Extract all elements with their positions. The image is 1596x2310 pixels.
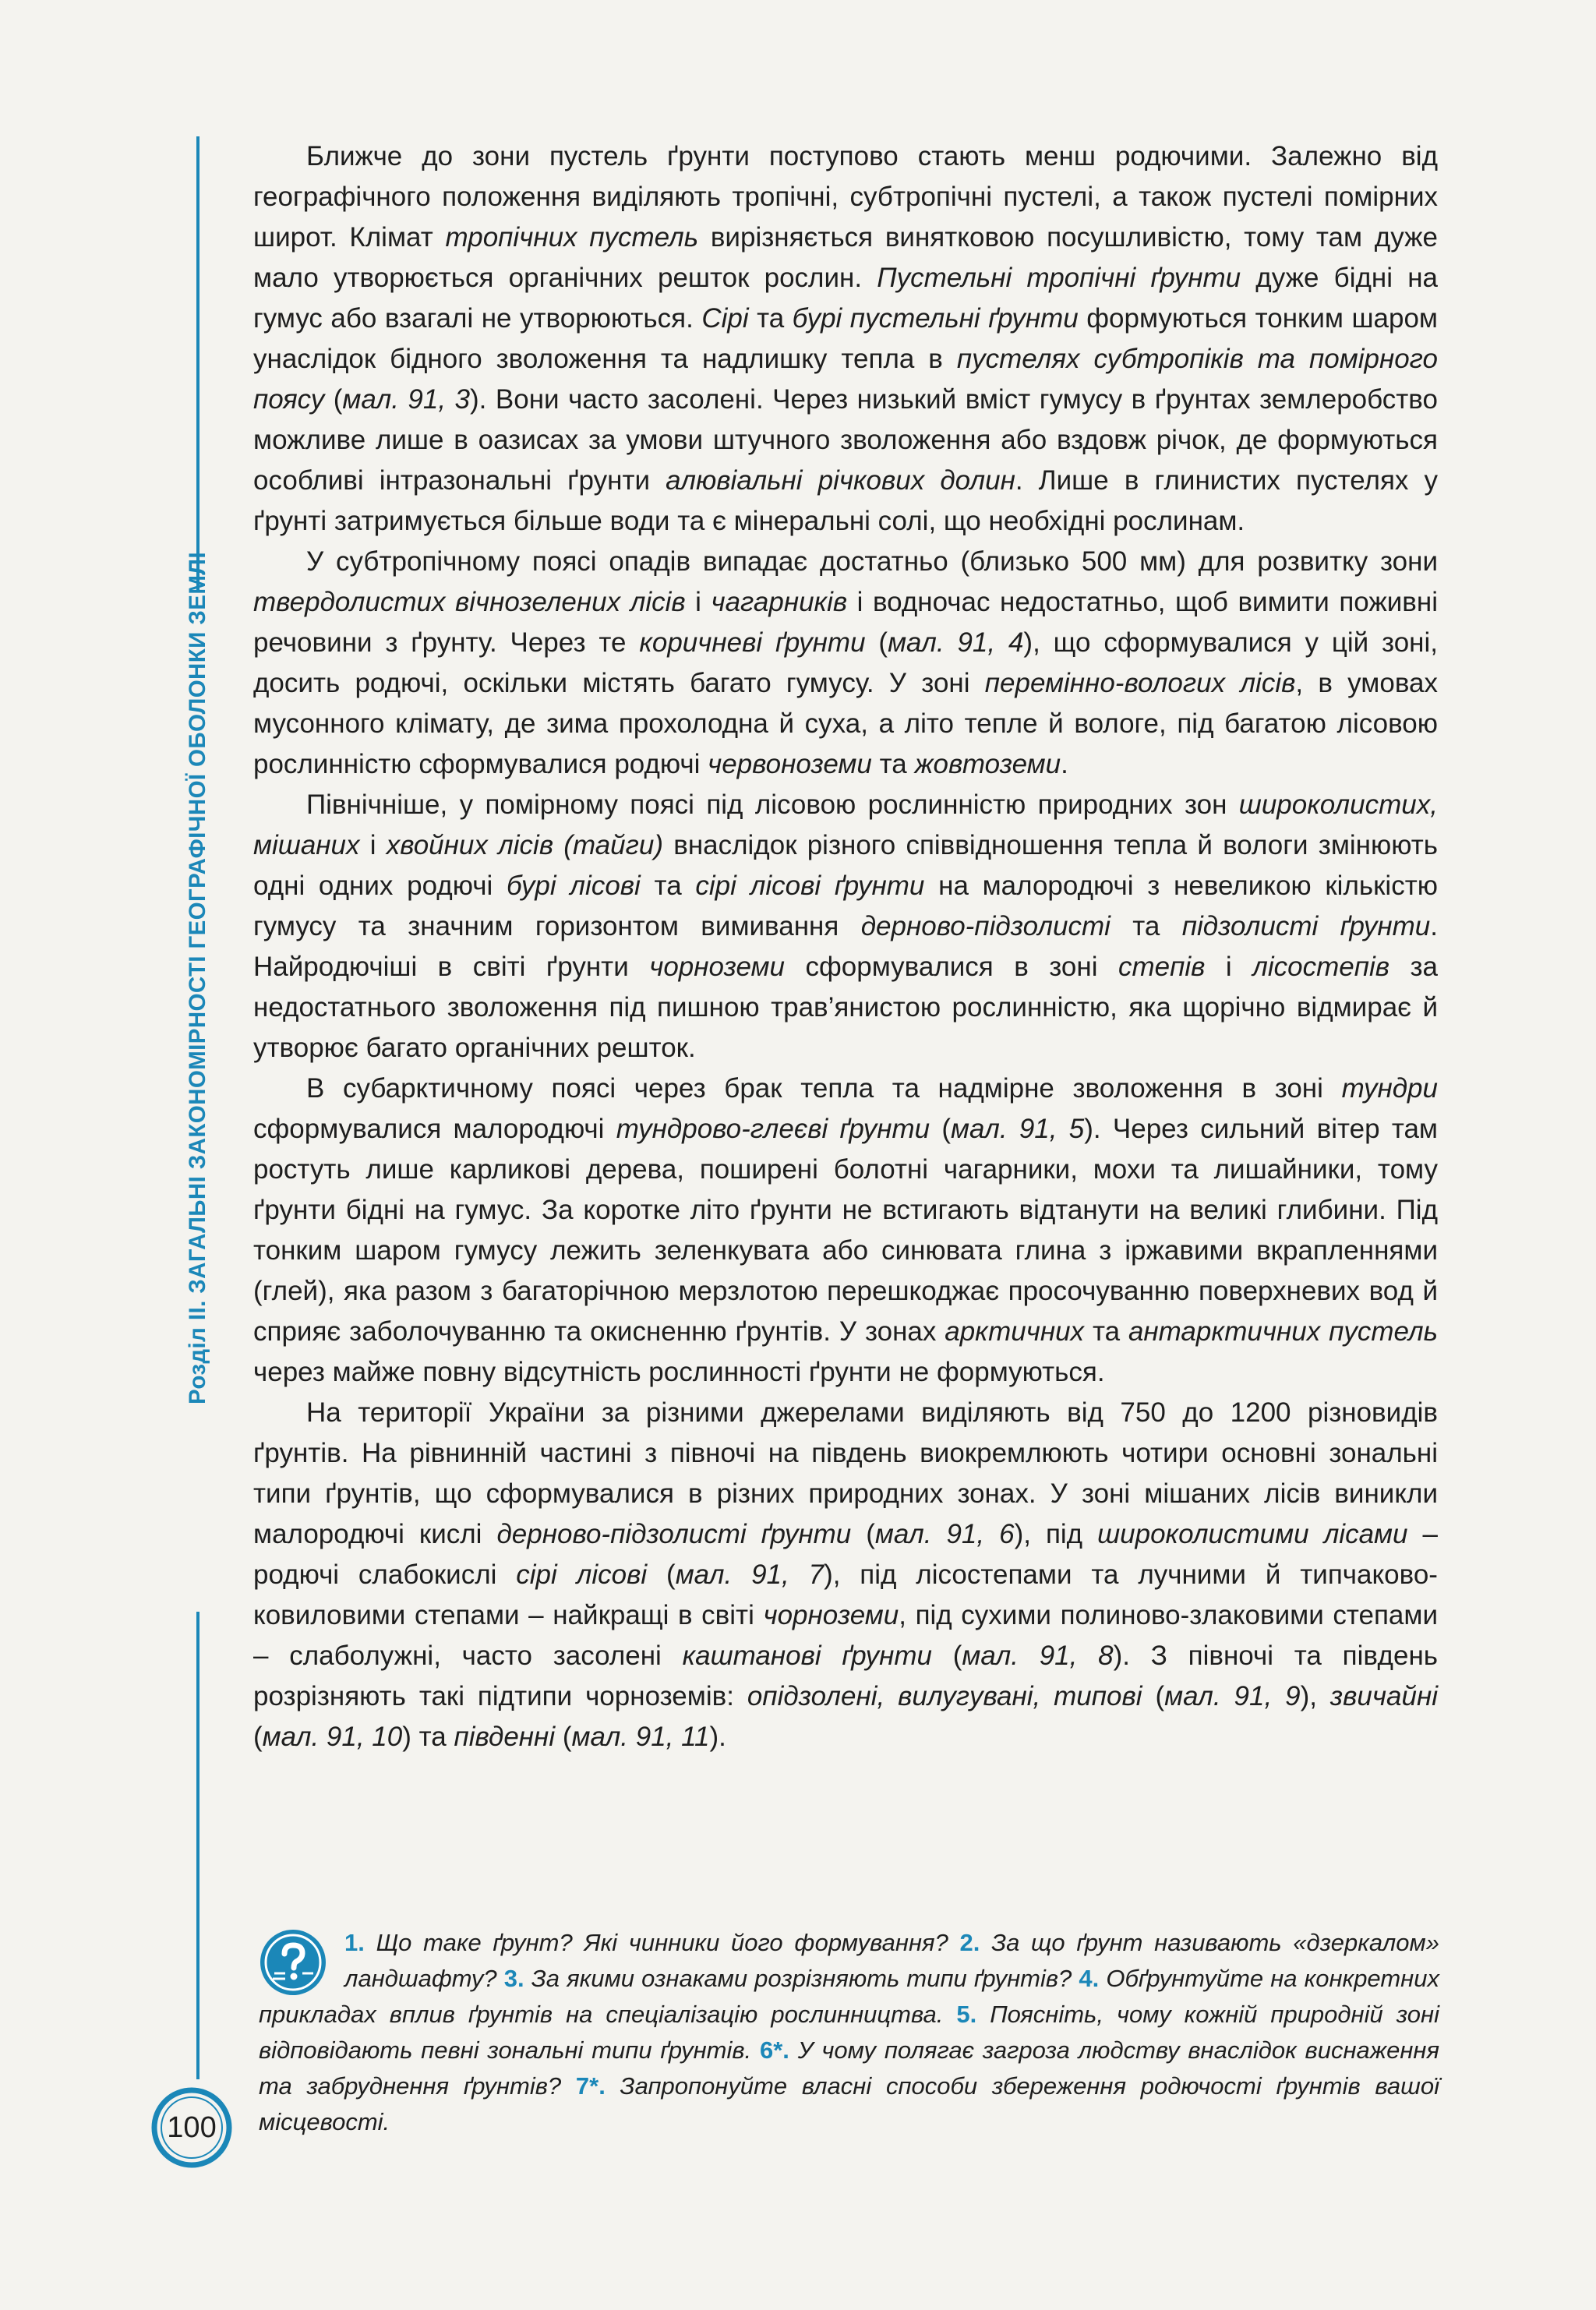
italic-term: хвойних лісів (тайги) xyxy=(386,830,664,860)
italic-term: звичайні xyxy=(1329,1681,1438,1711)
text-run: Ближче до зони пустель ґрунти поступово стають менш родючими. Залежно від географічного положення виділяють тропічні, субтропічні пустелі, а також пустелі помірних широт. Клімат xyxy=(253,141,1438,253)
italic-term: червоноземи xyxy=(708,749,872,779)
italic-term: мал. 91, 5 xyxy=(951,1114,1085,1144)
text-run: ) та xyxy=(402,1722,454,1752)
paragraph xyxy=(253,785,1438,1068)
text-run: ), під лісостепами та лучними й типчаково-ковиловими степами – найкращі в світі xyxy=(253,1559,1438,1630)
questions-list xyxy=(259,1929,1439,2135)
text-run: сформувалися в зоні xyxy=(785,952,1118,982)
italic-term: дерново-підзолисті ґрунти xyxy=(496,1519,852,1549)
italic-term: мал. 91, 10 xyxy=(262,1722,403,1752)
text-run: ( xyxy=(851,1519,875,1549)
paragraph xyxy=(253,542,1438,785)
question-number: 2. xyxy=(959,1929,980,1956)
italic-term: мал. 91, 9 xyxy=(1164,1681,1301,1711)
italic-term: сірі лісові xyxy=(516,1559,648,1590)
question-text: Поясніть, чому кожній природній зоні відповідають певні зональні типи ґрунтів. xyxy=(259,2001,1439,2064)
text-run: та xyxy=(1084,1316,1128,1347)
text-run: ( xyxy=(865,627,888,658)
italic-term: жовтоземи xyxy=(914,749,1061,779)
italic-term: мал. 91, 8 xyxy=(962,1641,1114,1671)
question-text: Що таке ґрунт? Які чинники його формування? xyxy=(376,1929,948,1956)
italic-term: чорноземи xyxy=(649,952,786,982)
italic-term: лісостепів xyxy=(1252,952,1390,982)
italic-term: коричневі ґрунти xyxy=(639,627,866,658)
text-run: ), xyxy=(1300,1681,1330,1711)
text-run: і xyxy=(359,830,387,860)
italic-term: бурі лісові xyxy=(506,871,641,901)
italic-term: тундрово-глеєві ґрунти xyxy=(616,1114,930,1144)
section-title: Розділ ІІ. ЗАГАЛЬНІ ЗАКОНОМІРНОСТІ ГЕОГРАФІЧНОЇ ОБОЛОНКИ ЗЕМЛІ xyxy=(185,551,210,1405)
main-text xyxy=(253,136,1438,1757)
paragraph xyxy=(253,1393,1438,1757)
italic-term: пустелях субтропіків та помірного поясу xyxy=(253,344,1439,415)
italic-term: Пустельні тропічні ґрунти xyxy=(877,263,1241,293)
sidebar-line-bottom xyxy=(196,1612,200,2079)
italic-term: антарктичних пустель xyxy=(1128,1316,1438,1347)
text-run: ). З півночі та південь розрізняють такі підтипи чорноземів: xyxy=(253,1641,1439,1711)
text-run: за недостатнього зволоження під пишною трав’янистою рослинністю, яка щорічно відмирає й утворює багато органічних решток. xyxy=(253,952,1438,1063)
question-number: 4. xyxy=(1079,1965,1100,1992)
text-run: ( xyxy=(1142,1681,1165,1711)
text-run: дуже бідні на гумус або взагалі не утворюються. xyxy=(253,263,1438,334)
italic-term: бурі пустельні ґрунти xyxy=(792,303,1079,334)
italic-term: дерново-підзолисті xyxy=(860,911,1110,941)
question-text: За якими ознаками розрізняють типи ґрунтів? xyxy=(531,1965,1072,1992)
question-text: За що ґрунт називають «дзеркалом» ландшафту? xyxy=(344,1929,1439,1992)
text-run: ). xyxy=(709,1722,726,1752)
italic-term: каштанові ґрунти xyxy=(682,1641,932,1671)
text-run: ( xyxy=(931,1641,962,1671)
text-run: У субтропічному поясі опадів випадає достатньо (близько 500 мм) для розвитку зони xyxy=(306,546,1438,577)
text-run: – родючі слабокислі xyxy=(253,1519,1438,1590)
italic-term: перемінно-вологих лісів xyxy=(984,668,1296,698)
text-run: ( xyxy=(930,1114,952,1144)
italic-term: тропічних пустель xyxy=(445,222,699,253)
text-run: . Лише в глинистих пустелях у ґрунті затримується більше води та є мінеральні солі, що необхідні рослинам. xyxy=(253,465,1438,536)
italic-term: широколистими лісами xyxy=(1097,1519,1408,1549)
question-number: 5. xyxy=(956,2001,977,2028)
question-number: 3. xyxy=(503,1965,524,1992)
italic-term: підзолисті ґрунти xyxy=(1181,911,1431,941)
text-run: формуються тонким шаром унаслідок бідного зволоження та надлишку тепла в xyxy=(253,303,1438,374)
text-run: ( xyxy=(253,1722,263,1752)
text-run: ( xyxy=(324,384,343,415)
text-run: ), під xyxy=(1014,1519,1098,1549)
italic-term: опідзолені, вилугувані, типові xyxy=(747,1681,1142,1711)
question-icon xyxy=(259,1928,327,1997)
text-run: та xyxy=(1110,911,1182,941)
text-run: і xyxy=(1205,952,1253,982)
text-run: на малородючі з невеликою кількістю гумусу та значним горизонтом вимивання xyxy=(253,871,1438,941)
text-run: ). Вони часто засолені. Через низький вміст гумусу в ґрунтах землеробство можливе лише в оазисах за умови штучного зволоження або вздовж річок, де формуються особливі інтразональні ґрунти xyxy=(253,384,1438,496)
text-run: ), що сформувалися у цій зоні, досить родючі, оскільки містять багато гумусу. У зоні xyxy=(253,627,1439,698)
text-run: ). Через сильний вітер там ростуть лише карликові дерева, поширені болотні чагарники, мохи та лишайники, тому ґрунти бідні на гумус. За коротке літо ґрунти не встигають відтанути на великі глибини. Під тонким шаром гумусу лежить зеленкувата або синювата глина з іржавими вкрапленнями (глей), яка разом з багаторічною мерзлотою перешкоджає просочуванню поверхневих вод й сприяє заболочуванню та окисненню ґрунтів. У зонах xyxy=(253,1114,1438,1347)
italic-term: алювіальні річкових долин xyxy=(666,465,1015,496)
text-run: і водночас недостатньо, щоб вимити поживні речовини з ґрунту. Через те xyxy=(253,587,1439,658)
italic-term: тундри xyxy=(1341,1073,1438,1104)
question-number: 7*. xyxy=(575,2072,606,2100)
text-run: В субарктичному поясі через брак тепла та надмірне зволоження в зоні xyxy=(306,1073,1342,1104)
question-text: Запропонуйте власні способи збереження родючості ґрунтів вашої місцевості. xyxy=(259,2072,1439,2135)
question-number: 1. xyxy=(344,1929,365,1956)
question-number: 6*. xyxy=(759,2036,789,2064)
text-run: . xyxy=(1061,749,1068,779)
italic-term: степів xyxy=(1118,952,1206,982)
questions-block xyxy=(259,1925,1439,2140)
paragraph xyxy=(253,1068,1438,1393)
text-run: сформувалися малородючі xyxy=(253,1114,616,1144)
italic-term: чагарників xyxy=(711,587,848,617)
text-run: На території України за різними джерелами виділяють від 750 до 1200 різновидів ґрунтів. На рівнинній частині з півночі на південь виокремлюють чотири основні зональні типи ґрунтів, що сформувалися в різних природних зонах. У зоні мішаних лісів виникли малородючі кислі xyxy=(253,1397,1438,1549)
italic-term: мал. 91, 3 xyxy=(342,384,471,415)
text-run: Північніше, у помірному поясі під лісовою рослинністю природних зон xyxy=(306,789,1239,820)
text-run: , в умовах мусонного клімату, де зима прохолодна й суха, а літо тепле й вологе, під багатою лісовою рослинністю сформувалися родючі xyxy=(253,668,1438,779)
italic-term: твердолистих вічнозелених лісів xyxy=(253,587,686,617)
text-run: внаслідок різного співвідношення тепла й вологи змінюють одні одних родючі xyxy=(253,830,1438,901)
text-run: вирізняється винятковою посушливістю, тому там дуже мало утворюється органічних решток рослин. xyxy=(253,222,1438,293)
italic-term: мал. 91, 6 xyxy=(874,1519,1015,1549)
text-run: через майже повну відсутність рослинності ґрунти не формуються. xyxy=(253,1357,1105,1387)
page-number: 100 xyxy=(167,2110,217,2144)
italic-term: арктичних xyxy=(945,1316,1085,1347)
italic-term: мал. 91, 7 xyxy=(675,1559,824,1590)
text-run: і xyxy=(685,587,711,617)
text-run: , під сухими полиново-злаковими степами – слаболужні, часто засолені xyxy=(253,1600,1439,1671)
text-run: ( xyxy=(555,1722,572,1752)
italic-term: сірі лісові ґрунти xyxy=(695,871,925,901)
question-text: Обґрунтуйте на конкретних прикладах вплив ґрунтів на спеціалізацію рослинництва. xyxy=(259,1965,1439,2028)
italic-term: чорноземи xyxy=(763,1600,899,1630)
italic-term: південні xyxy=(454,1722,556,1752)
text-run: . Найродючіші в світі ґрунти xyxy=(253,911,1438,982)
italic-term: Сірі xyxy=(701,303,749,334)
paragraph xyxy=(253,136,1438,542)
text-run: та xyxy=(640,871,696,901)
text-run: ( xyxy=(647,1559,676,1590)
question-text: У чому полягає загроза людству внаслідок виснаження та забруднення ґрунтів? xyxy=(259,2036,1439,2100)
text-run: та xyxy=(871,749,915,779)
italic-term: мал. 91, 11 xyxy=(571,1722,710,1752)
sidebar-line-top xyxy=(196,136,200,592)
text-run: та xyxy=(748,303,793,334)
italic-term: широколистих, мішаних xyxy=(253,789,1438,860)
italic-term: мал. 91, 4 xyxy=(888,627,1024,658)
